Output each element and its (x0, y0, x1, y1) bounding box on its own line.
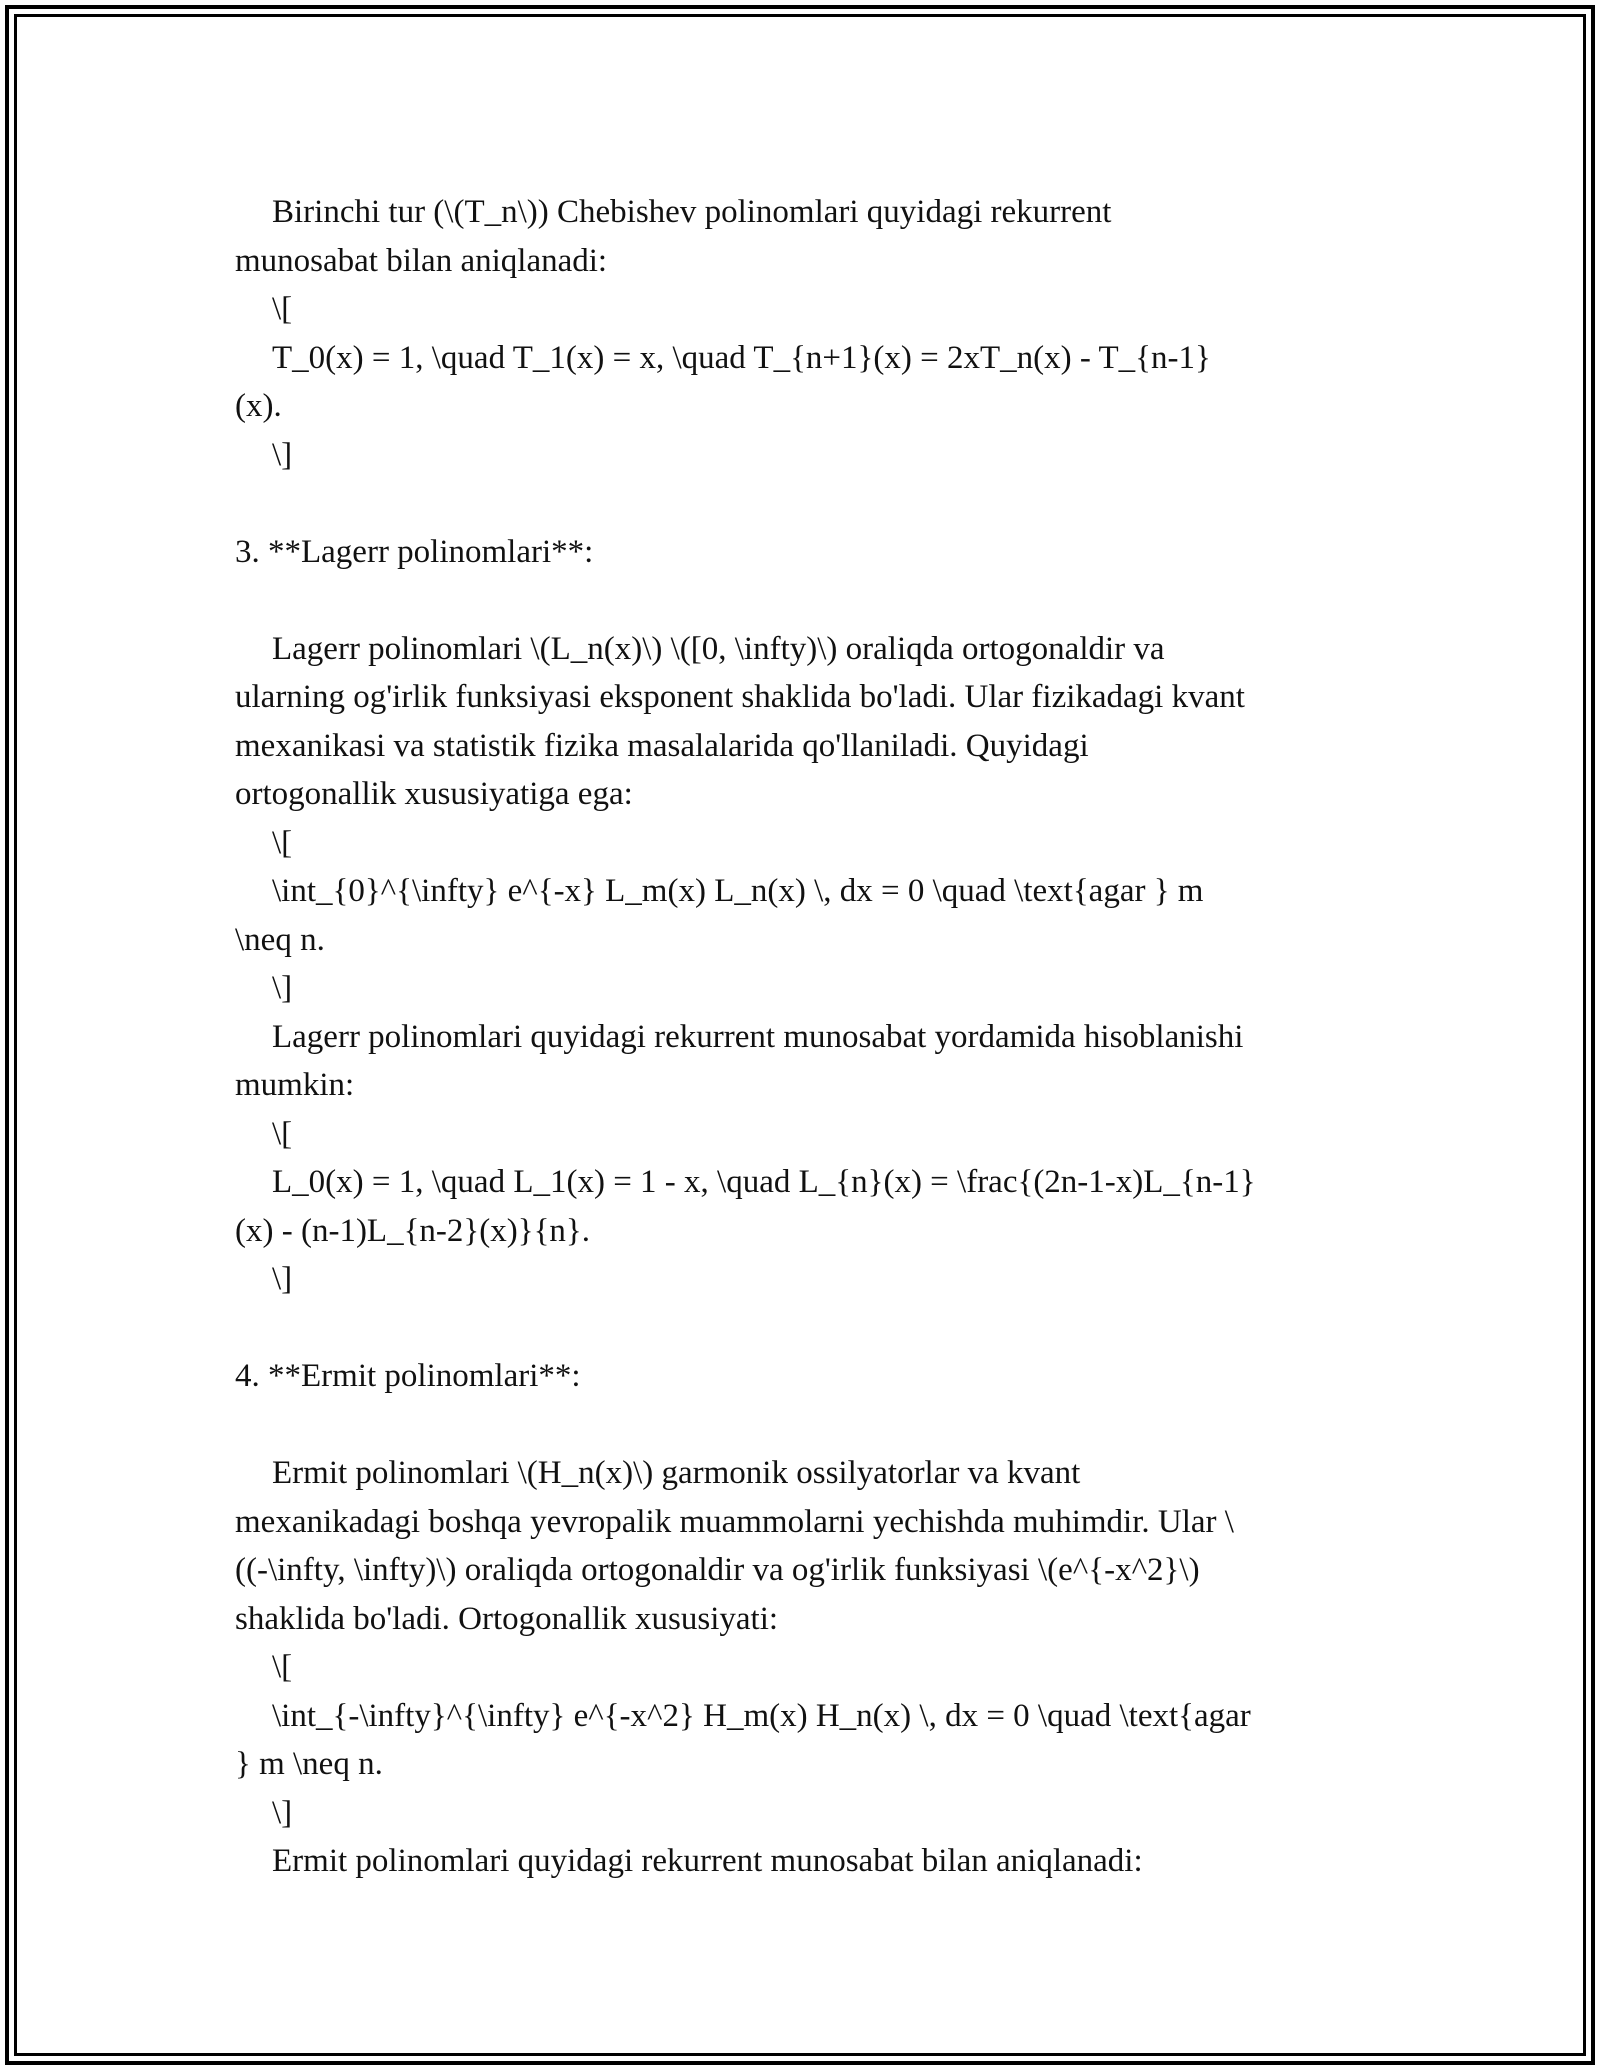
paragraph-line: Lagerr polinomlari quyidagi rekurrent munosabat yordamida hisoblanishi (272, 1018, 1244, 1055)
math-delimiter-open: \[ (272, 1115, 293, 1152)
math-formula-line: (x) - (n-1)L_{n-2}(x)}{n}. (235, 1212, 591, 1249)
paragraph-line: munosabat bilan aniqlanadi: (235, 242, 608, 279)
math-delimiter-open: \[ (272, 824, 293, 861)
document-body (235, 188, 1355, 1886)
paragraph-line: ortogonallik xususiyatiga ega: (235, 776, 633, 812)
math-formula-line: \int_{-\infty}^{\infty} e^{-x^2} H_m(x) H_n(x) \, dx = 0 \quad \text{agar (272, 1697, 1251, 1734)
math-formula-line: \neq n. (235, 921, 325, 958)
paragraph-line: mexanikasi va statistik fizika masalalarida qo'llaniladi. Quyidagi (235, 727, 1089, 764)
math-delimiter-close: \] (272, 1794, 293, 1831)
blank-line (235, 1401, 1355, 1450)
paragraph-line: ularning og'irlik funksiyasi eksponent shaklida bo'ladi. Ular fizikadagi kvant (235, 679, 1245, 715)
paragraph-line: Birinchi tur (\(T_n\)) Chebishev polinomlari quyidagi rekurrent (272, 194, 1112, 230)
math-formula-line: } m \neq n. (235, 1746, 383, 1782)
section-heading: 4. **Ermit polinomlari**: (235, 1358, 581, 1394)
paragraph-line: Lagerr polinomlari \(L_n(x)\) \([0, \infty)\) oraliqda ortogonaldir va (272, 630, 1165, 667)
paragraph-line: ((-\infty, \infty)\) oraliqda ortogonaldir va og'irlik funksiyasi \(e^{-x^2}\) (235, 1552, 1200, 1588)
math-delimiter-close: \] (272, 436, 293, 473)
paragraph-line: Ermit polinomlari quyidagi rekurrent munosabat bilan aniqlanadi: (272, 1843, 1143, 1879)
blank-line (235, 479, 1355, 528)
math-formula-line: \int_{0}^{\infty} e^{-x} L_m(x) L_n(x) \, dx = 0 \quad \text{agar } m (272, 873, 1204, 909)
math-delimiter-open: \[ (272, 1649, 293, 1685)
math-formula-line: L_0(x) = 1, \quad L_1(x) = 1 - x, \quad L_{n}(x) = \frac{(2n-1-x)L_{n-1} (272, 1164, 1256, 1200)
math-delimiter-close: \] (272, 970, 293, 1006)
math-delimiter-open: \[ (272, 291, 293, 327)
math-delimiter-close: \] (272, 1261, 293, 1297)
math-formula-line: (x). (235, 388, 282, 424)
paragraph-line: shaklida bo'ladi. Ortogonallik xususiyati: (235, 1600, 779, 1637)
section-heading: 3. **Lagerr polinomlari**: (235, 533, 594, 570)
paragraph-line: mumkin: (235, 1067, 355, 1103)
blank-line (235, 1304, 1355, 1353)
math-formula-line: T_0(x) = 1, \quad T_1(x) = x, \quad T_{n+1}(x) = 2xT_n(x) - T_{n-1} (272, 339, 1211, 376)
paragraph-line: Ermit polinomlari \(H_n(x)\) garmonik ossilyatorlar va kvant (272, 1455, 1081, 1491)
paragraph-line: mexanikadagi boshqa yevropalik muammolarni yechishda muhimdir. Ular \ (235, 1503, 1234, 1540)
blank-line (235, 576, 1355, 625)
